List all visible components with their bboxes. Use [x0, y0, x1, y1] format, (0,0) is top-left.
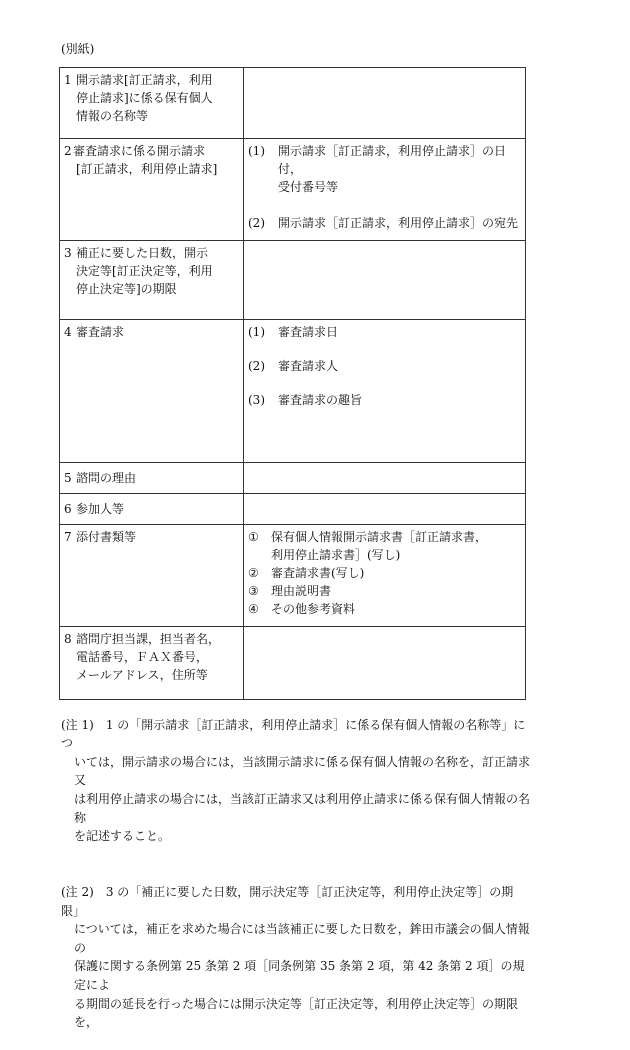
note-body: については，補正を求めた場合には当該補正に要した日数を，鉾田市議会の個人情報の 保護に関する条例第 25 条第 2 項［同条例第 35 条第 2 項，第 42 条第 2 項］の規定によ る期間の延長を行った場合には開示決定等［訂正決定等，利用停止決定等］の期限を，	[74, 922, 530, 1030]
row-label-cell	[60, 525, 244, 627]
item-text: 開示請求［訂正請求，利用停止請求］の日付， 受付番号等	[278, 144, 507, 194]
note-head: (注 2) 3 の「補正に要した日数，開示決定等［訂正決定等，利用停止決定等］の期限」	[61, 884, 514, 918]
row-content-cell	[244, 525, 526, 627]
table-row	[60, 320, 526, 463]
table-row	[60, 463, 526, 494]
list-item	[244, 142, 525, 196]
item-number: ③	[248, 584, 259, 598]
row-content-cell	[244, 241, 526, 320]
row-number: 2	[64, 144, 72, 158]
row-content-cell	[244, 68, 526, 139]
list-item	[244, 600, 525, 618]
table-row	[60, 525, 526, 627]
row-label-cell	[60, 494, 244, 525]
table-row	[60, 494, 526, 525]
row-content-cell	[244, 463, 526, 494]
item-number: (1)	[248, 144, 265, 158]
row-number: 4	[64, 325, 72, 339]
item-number: ①	[248, 530, 259, 544]
row-label: 審査請求	[76, 325, 125, 339]
list-item	[244, 391, 525, 409]
row-label-cell	[60, 68, 244, 139]
row-content-cell	[244, 494, 526, 525]
row-number: 1	[64, 73, 72, 87]
item-text: 開示請求［訂正請求，利用停止請求］の宛先	[278, 216, 519, 230]
table-row	[60, 241, 526, 320]
row-label: 開示請求[訂正請求，利用 停止請求]に係る保有個人 情報の名称等	[76, 73, 213, 123]
table-row	[60, 68, 526, 139]
notes-section	[61, 697, 531, 1050]
item-text: 保有個人情報開示請求書［訂正請求書， 利用停止請求書］(写し)	[271, 530, 488, 562]
list-item	[244, 323, 525, 341]
list-item	[244, 214, 525, 232]
list-item	[244, 564, 525, 582]
table-row	[60, 627, 526, 700]
row-label-cell	[60, 627, 244, 700]
row-label: 添付書類等	[76, 530, 137, 544]
row-label: 補正に要した日数，開示 決定等[訂正決定等，利用 停止決定等]の期限	[76, 246, 213, 296]
row-content-cell	[244, 139, 526, 241]
row-label: 諮問の理由	[76, 471, 137, 485]
row-label: 参加人等	[76, 502, 125, 516]
row-number: 5	[64, 471, 72, 485]
row-number: 3	[64, 246, 72, 260]
row-number: 8	[64, 632, 72, 646]
note-body: いては，開示請求の場合には，当該開示請求に係る保有個人情報の名称を，訂正請求又 は利用停止請求の場合には，当該訂正請求又は利用停止請求に係る保有個人情報の名称 を記述すること。	[74, 754, 531, 844]
item-number: (3)	[248, 393, 265, 407]
list-item	[244, 357, 525, 375]
item-text: その他参考資料	[271, 602, 356, 616]
appendix-caption: (別紙)	[61, 42, 95, 56]
item-text: 理由説明書	[271, 584, 332, 598]
list-item	[244, 528, 525, 564]
row-content-cell	[244, 320, 526, 463]
item-number: (2)	[248, 359, 265, 373]
note-head: (注 1) 1 の「開示請求［訂正請求，利用停止請求］に係る保有個人情報の名称等」につ	[61, 717, 526, 751]
row-label: 諮問庁担当課，担当者名， 電話番号，ＦＡＸ番号， メールアドレス，住所等	[76, 632, 221, 682]
row-label-cell	[60, 320, 244, 463]
item-text: 審査請求の趣旨	[278, 393, 363, 407]
item-number: ④	[248, 602, 259, 616]
row-label-cell	[60, 463, 244, 494]
row-label-cell	[60, 139, 244, 241]
item-number: (1)	[248, 325, 265, 339]
item-text: 審査請求日	[278, 325, 339, 339]
item-number: ②	[248, 566, 259, 580]
row-number: 6	[64, 502, 72, 516]
list-item	[244, 582, 525, 600]
note-2	[61, 864, 531, 1050]
row-number: 7	[64, 530, 72, 544]
table-row	[60, 139, 526, 241]
row-label-cell	[60, 241, 244, 320]
row-label: 審査請求に係る開示請求 [訂正請求，利用停止請求]	[73, 144, 218, 176]
form-table	[59, 67, 526, 700]
item-text: 審査請求人	[278, 359, 339, 373]
item-number: (2)	[248, 216, 265, 230]
item-text: 審査請求書(写し)	[271, 566, 365, 580]
note-1	[61, 697, 531, 864]
row-content-cell	[244, 627, 526, 700]
